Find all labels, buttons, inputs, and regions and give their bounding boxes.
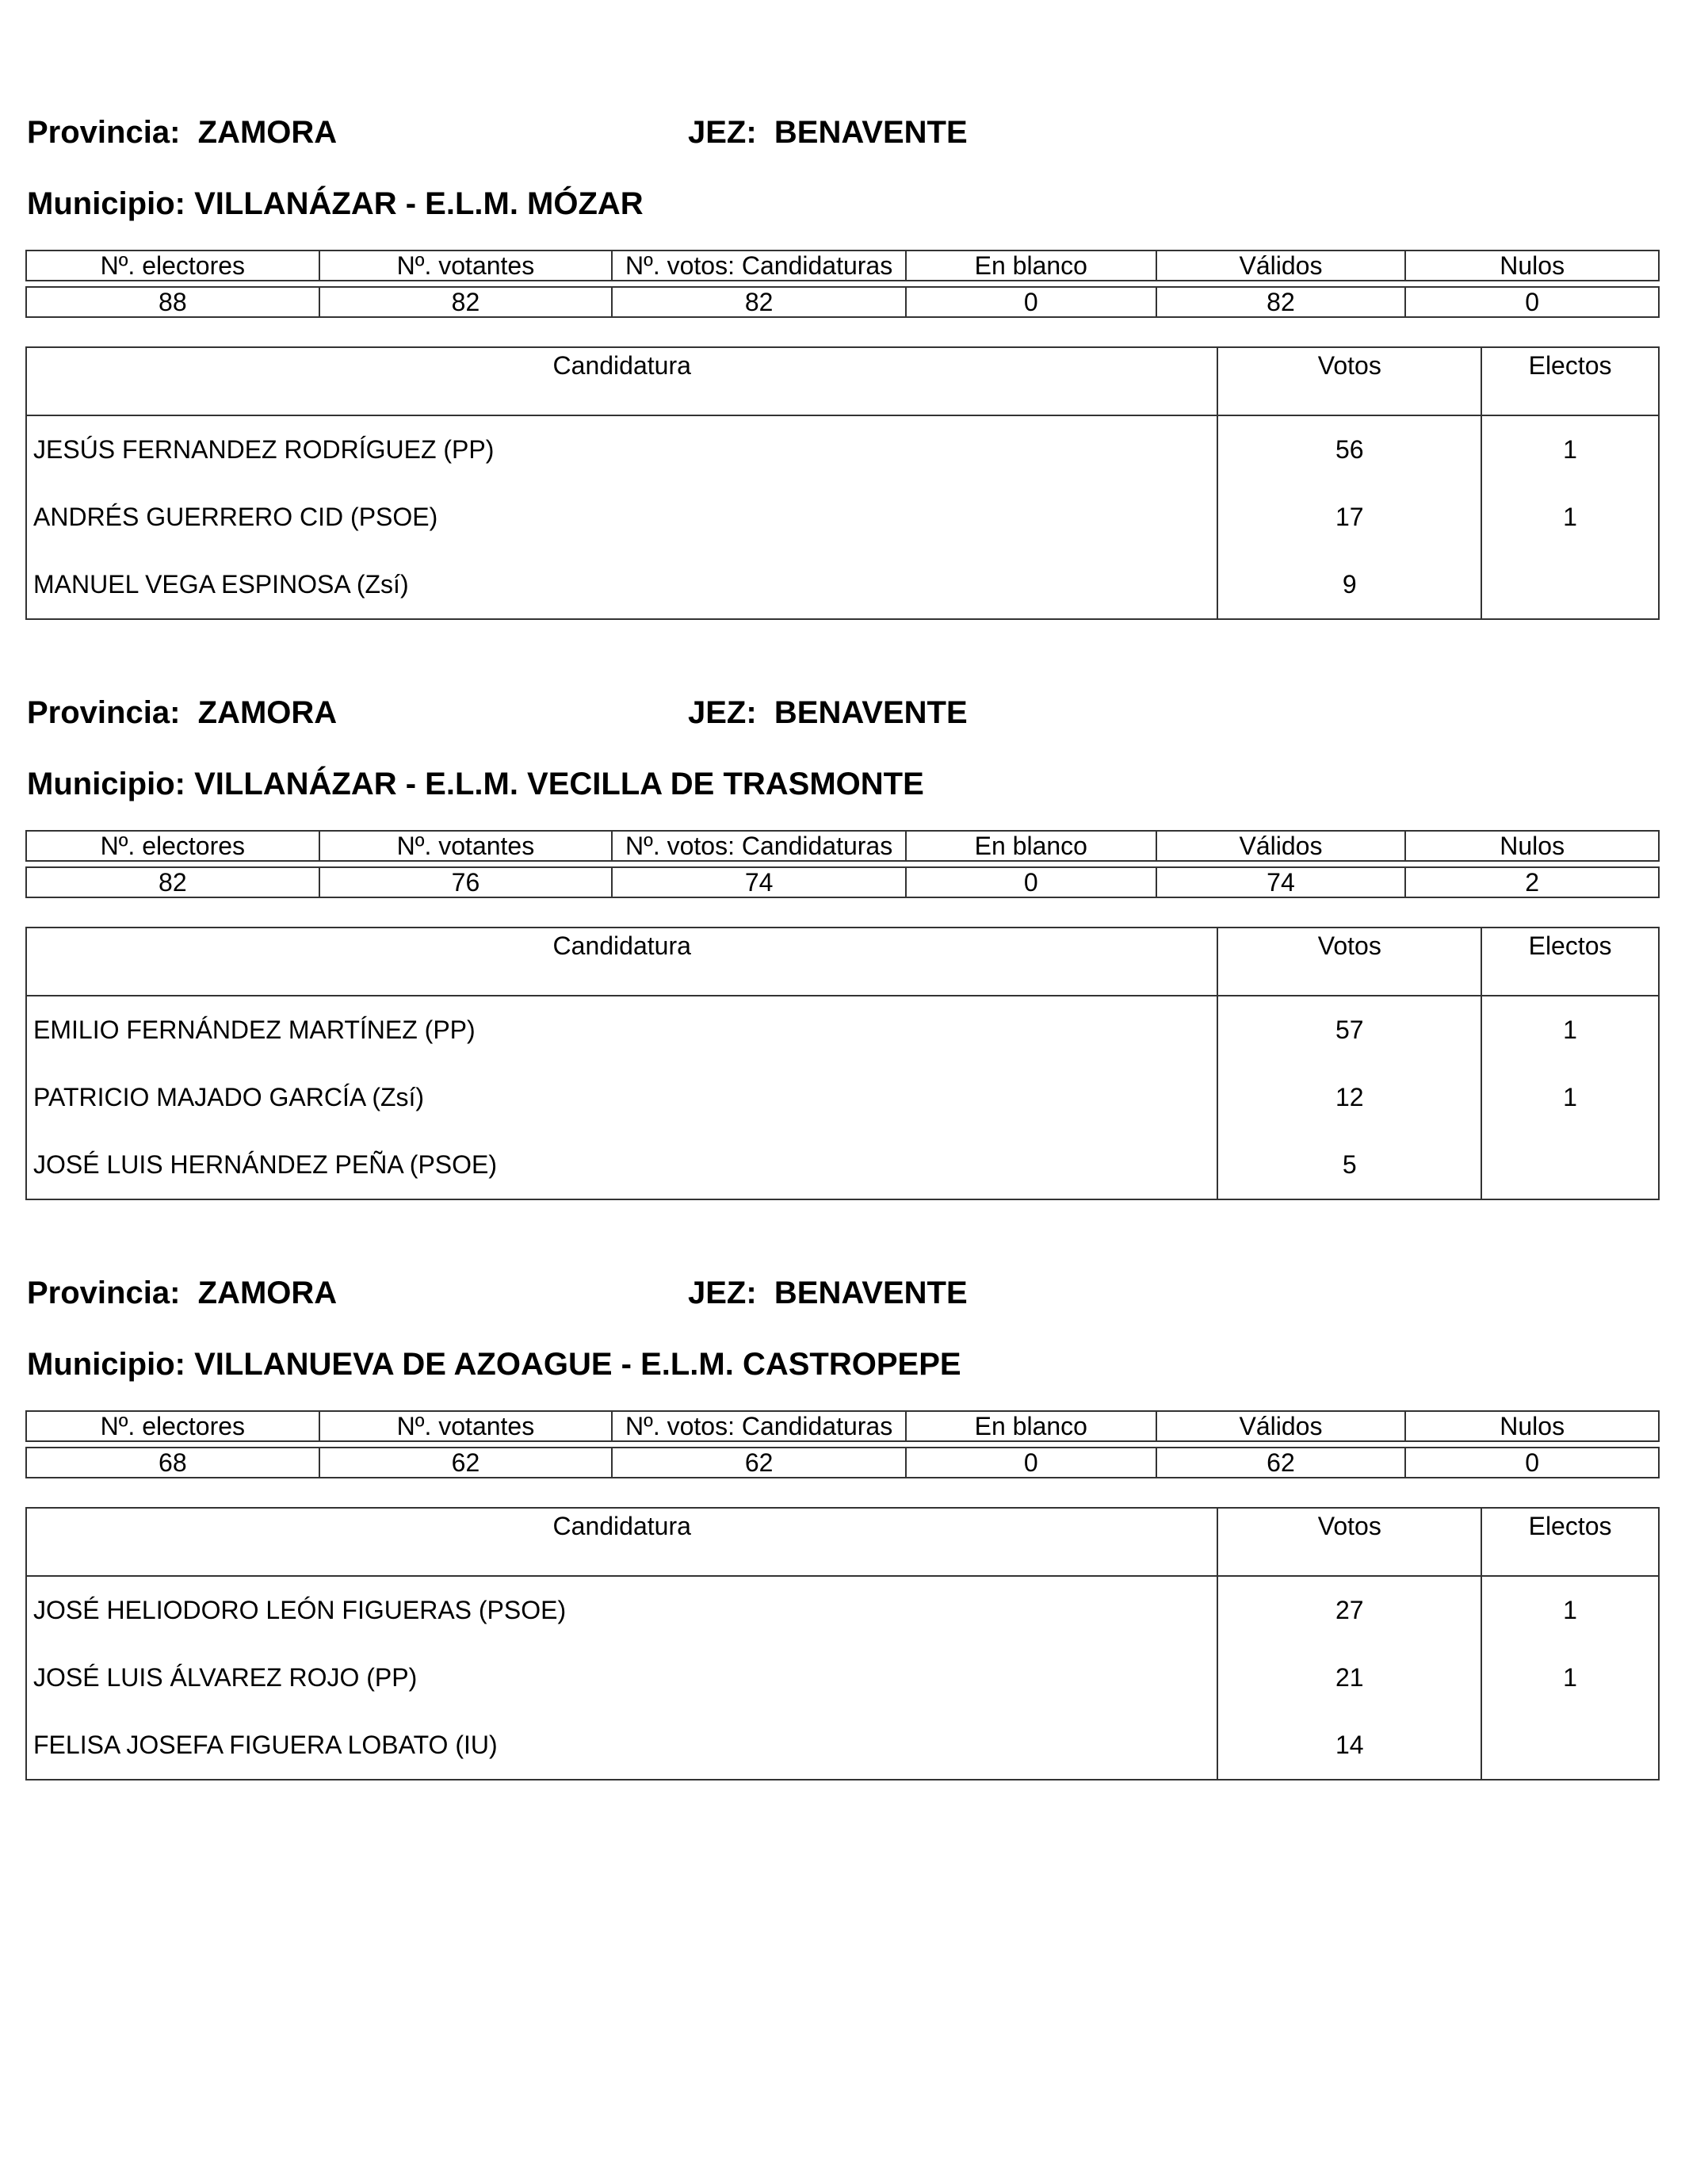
stats-value-electores: 82	[26, 867, 319, 897]
provincia-field	[27, 695, 337, 731]
jez-label: JEZ:	[688, 695, 757, 730]
stats-value-votantes: 82	[319, 287, 613, 317]
candidate-votos: 14	[1217, 1712, 1481, 1780]
candidates-table	[25, 927, 1660, 1200]
stats-value-electores: 68	[26, 1448, 319, 1478]
stats-header-electores: Nº. electores	[26, 251, 319, 281]
candidate-row	[26, 1712, 1659, 1780]
stats-header-validos: Válidos	[1156, 251, 1406, 281]
municipio-label: Municipio:	[27, 1347, 185, 1382]
stats-table	[25, 250, 1660, 318]
stats-header-row	[26, 831, 1659, 861]
candidate-row	[26, 484, 1659, 551]
candidate-votos: 56	[1217, 415, 1481, 484]
candidate-name: JOSÉ HELIODORO LEÓN FIGUERAS (PSOE)	[26, 1576, 1217, 1644]
stats-header-en-blanco: En blanco	[906, 831, 1156, 861]
candidate-votos: 57	[1217, 996, 1481, 1064]
stats-header-validos: Válidos	[1156, 831, 1406, 861]
stats-value-en-blanco: 0	[906, 1448, 1156, 1478]
candidate-name: FELISA JOSEFA FIGUERA LOBATO (IU)	[26, 1712, 1217, 1780]
provincia-value: ZAMORA	[197, 695, 338, 730]
stats-value-row	[26, 1448, 1659, 1478]
candidate-name: ANDRÉS GUERRERO CID (PSOE)	[26, 484, 1217, 551]
candidates-header-row	[26, 347, 1659, 415]
stats-value-votantes: 62	[319, 1448, 613, 1478]
candidate-row	[26, 1064, 1659, 1131]
provincia-value: ZAMORA	[197, 115, 338, 150]
provincia-label: Provincia:	[27, 695, 181, 730]
stats-table	[25, 830, 1660, 898]
candidate-electos	[1481, 1712, 1659, 1780]
jez-field	[688, 1276, 968, 1311]
header-line	[25, 1276, 1660, 1315]
jez-value: BENAVENTE	[774, 695, 968, 730]
jez-label: JEZ:	[688, 115, 757, 150]
header-votos: Votos	[1217, 928, 1481, 996]
stats-header-validos: Válidos	[1156, 1411, 1406, 1441]
candidate-row	[26, 551, 1659, 619]
stats-header-nulos: Nulos	[1405, 831, 1659, 861]
candidate-name: MANUEL VEGA ESPINOSA (Zsí)	[26, 551, 1217, 619]
header-candidatura: Candidatura	[26, 928, 1217, 996]
jez-field	[688, 115, 968, 151]
candidate-electos: 1	[1481, 1064, 1659, 1131]
candidate-row	[26, 415, 1659, 484]
stats-header-votantes: Nº. votantes	[319, 1411, 613, 1441]
municipio-field	[27, 767, 924, 802]
provincia-label: Provincia:	[27, 115, 181, 150]
stats-value-row	[26, 867, 1659, 897]
candidate-row	[26, 1576, 1659, 1644]
candidate-name: EMILIO FERNÁNDEZ MARTÍNEZ (PP)	[26, 996, 1217, 1064]
stats-header-electores: Nº. electores	[26, 831, 319, 861]
stats-header-nulos: Nulos	[1405, 1411, 1659, 1441]
stats-value-votos-candidaturas: 62	[612, 1448, 906, 1478]
candidate-name: PATRICIO MAJADO GARCÍA (Zsí)	[26, 1064, 1217, 1131]
candidate-name: JOSÉ LUIS HERNÁNDEZ PEÑA (PSOE)	[26, 1131, 1217, 1199]
jez-field	[688, 695, 968, 731]
provincia-field	[27, 115, 337, 151]
header-candidatura: Candidatura	[26, 1508, 1217, 1576]
stats-value-votos-candidaturas: 82	[612, 287, 906, 317]
candidates-header-row	[26, 1508, 1659, 1576]
candidate-row	[26, 1644, 1659, 1712]
stats-header-votantes: Nº. votantes	[319, 251, 613, 281]
municipio-field	[27, 1347, 961, 1383]
candidate-votos: 21	[1217, 1644, 1481, 1712]
provincia-label: Provincia:	[27, 1276, 181, 1310]
results-section-3	[25, 1276, 1660, 1759]
municipio-label: Municipio:	[27, 186, 185, 221]
provincia-field	[27, 1276, 337, 1311]
header-votos: Votos	[1217, 1508, 1481, 1576]
candidate-electos	[1481, 1131, 1659, 1199]
candidate-row	[26, 1131, 1659, 1199]
candidate-votos: 17	[1217, 484, 1481, 551]
candidate-electos	[1481, 551, 1659, 619]
candidate-votos: 5	[1217, 1131, 1481, 1199]
stats-value-votos-candidaturas: 74	[612, 867, 906, 897]
stats-header-votos-candidaturas: Nº. votos: Candidaturas	[612, 251, 906, 281]
stats-header-electores: Nº. electores	[26, 1411, 319, 1441]
stats-value-validos: 82	[1156, 287, 1406, 317]
municipio-label: Municipio:	[27, 767, 185, 801]
candidate-electos: 1	[1481, 484, 1659, 551]
jez-label: JEZ:	[688, 1276, 757, 1310]
stats-value-nulos: 0	[1405, 1448, 1659, 1478]
stats-value-en-blanco: 0	[906, 287, 1156, 317]
provincia-value: ZAMORA	[197, 1276, 338, 1310]
stats-value-validos: 62	[1156, 1448, 1406, 1478]
stats-value-nulos: 2	[1405, 867, 1659, 897]
candidate-electos: 1	[1481, 996, 1659, 1064]
stats-gap	[26, 1441, 1659, 1448]
stats-value-nulos: 0	[1405, 287, 1659, 317]
candidates-table	[25, 1507, 1660, 1780]
stats-gap	[26, 281, 1659, 287]
municipio-value: VILLANÁZAR - E.L.M. MÓZAR	[194, 186, 644, 221]
results-section-2	[25, 695, 1660, 1179]
candidates-header-row	[26, 928, 1659, 996]
candidate-electos: 1	[1481, 1576, 1659, 1644]
header-electos: Electos	[1481, 347, 1659, 415]
stats-header-row	[26, 251, 1659, 281]
stats-table	[25, 1410, 1660, 1478]
stats-header-votantes: Nº. votantes	[319, 831, 613, 861]
results-section-1	[25, 115, 1660, 599]
stats-header-votos-candidaturas: Nº. votos: Candidaturas	[612, 831, 906, 861]
candidates-table	[25, 346, 1660, 620]
stats-value-en-blanco: 0	[906, 867, 1156, 897]
stats-value-validos: 74	[1156, 867, 1406, 897]
stats-header-en-blanco: En blanco	[906, 1411, 1156, 1441]
header-line	[25, 695, 1660, 735]
header-electos: Electos	[1481, 928, 1659, 996]
header-candidatura: Candidatura	[26, 347, 1217, 415]
candidate-electos: 1	[1481, 415, 1659, 484]
municipio-value: VILLANUEVA DE AZOAGUE - E.L.M. CASTROPEPE	[194, 1347, 961, 1382]
stats-header-votos-candidaturas: Nº. votos: Candidaturas	[612, 1411, 906, 1441]
stats-header-row	[26, 1411, 1659, 1441]
header-electos: Electos	[1481, 1508, 1659, 1576]
candidate-votos: 27	[1217, 1576, 1481, 1644]
header-line	[25, 115, 1660, 155]
header-votos: Votos	[1217, 347, 1481, 415]
stats-value-row	[26, 287, 1659, 317]
stats-gap	[26, 861, 1659, 867]
jez-value: BENAVENTE	[774, 1276, 968, 1310]
candidate-votos: 12	[1217, 1064, 1481, 1131]
stats-value-votantes: 76	[319, 867, 613, 897]
stats-header-en-blanco: En blanco	[906, 251, 1156, 281]
stats-value-electores: 88	[26, 287, 319, 317]
candidate-row	[26, 996, 1659, 1064]
candidate-name: JESÚS FERNANDEZ RODRÍGUEZ (PP)	[26, 415, 1217, 484]
candidate-electos: 1	[1481, 1644, 1659, 1712]
municipio-field	[27, 186, 644, 222]
candidate-votos: 9	[1217, 551, 1481, 619]
jez-value: BENAVENTE	[774, 115, 968, 150]
candidate-name: JOSÉ LUIS ÁLVAREZ ROJO (PP)	[26, 1644, 1217, 1712]
stats-header-nulos: Nulos	[1405, 251, 1659, 281]
municipio-value: VILLANÁZAR - E.L.M. VECILLA DE TRASMONTE	[194, 767, 924, 801]
